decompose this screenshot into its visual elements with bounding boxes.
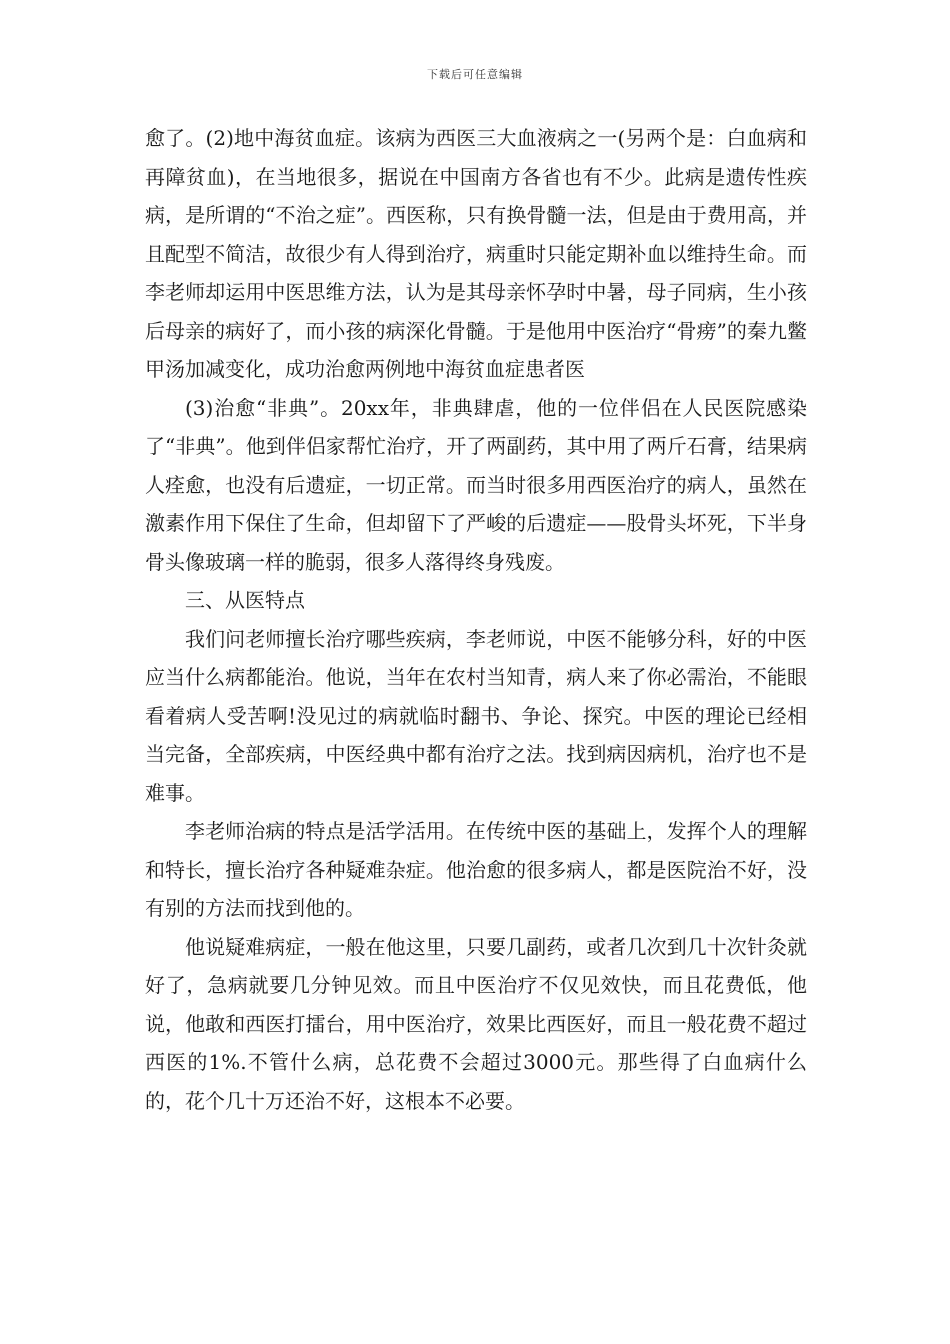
document-body [145, 119, 807, 1120]
paragraph-no-specialization: 我们问老师擅长治疗哪些疾病，李老师说，中医不能够分科，好的中医应当什么病都能治。他说，当年在农村当知青，病人来了你必需治，不能眼看着病人受苦啊!没见过的病就临时翻书、争论、探究。中医的理论已经相当完备，全部疾病，中医经典中都有治疗之法。找到病因病机，治疗也不是难事。 [145, 626, 807, 805]
header-note: 下载后可任意编辑 [427, 68, 523, 81]
paragraph-flexible-learning: 李老师治病的特点是活学活用。在传统中医的基础上，发挥个人的理解和特长，擅长治疗各种疑难杂症。他治愈的很多病人，都是医院治不好，没有别的方法而找到他的。 [145, 819, 807, 920]
paragraph-thalassemia: 愈了。(2)地中海贫血症。该病为西医三大血液病之一(另两个是：白血病和再障贫血)，在当地很多，据说在中国南方各省也有不少。此病是遗传性疾病，是所谓的“不治之症”。西医称，只有换骨髓一法，但是由于费用高，并且配型不简洁，故很少有人得到治疗，病重时只能定期补血以维持生命。而李老师却运用中医思维方法，认为是其母亲怀孕时中暑，母子同病，生小孩后母亲的病好了，而小孩的病深化骨髓。于是他用中医治疗“骨痨”的秦九鳖甲汤加减变化，成功治愈两例地中海贫血症患者医 [145, 126, 807, 381]
section-heading-practice-features: 三、从医特点 [185, 588, 305, 612]
paragraph-sars: (3)治愈“非典”。20xx年，非典肆虐，他的一位伴侣在人民医院感染了“非典”。他到伴侣家帮忙治疗，开了两副药，其中用了两斤石膏，结果病人痊愈，也没有后遗症，一切正常。而当时很多用西医治疗的病人，虽然在激素作用下保住了生命，但却留下了严峻的后遗症——股骨头坏死，下半身骨头像玻璃一样的脆弱，很多人落得终身残废。 [145, 395, 807, 574]
paragraph-cost-efficiency: 他说疑难病症，一般在他这里，只要几副药，或者几次到几十次针灸就好了，急病就要几分钟见效。而且中医治疗不仅见效快，而且花费低，他说，他敢和西医打擂台，用中医治疗，效果比西医好，而且一般花费不超过西医的1%.不管什么病，总花费不会超过3000元。那些得了白血病什么的，花个几十万还治不好，这根本不必要。 [145, 934, 807, 1113]
